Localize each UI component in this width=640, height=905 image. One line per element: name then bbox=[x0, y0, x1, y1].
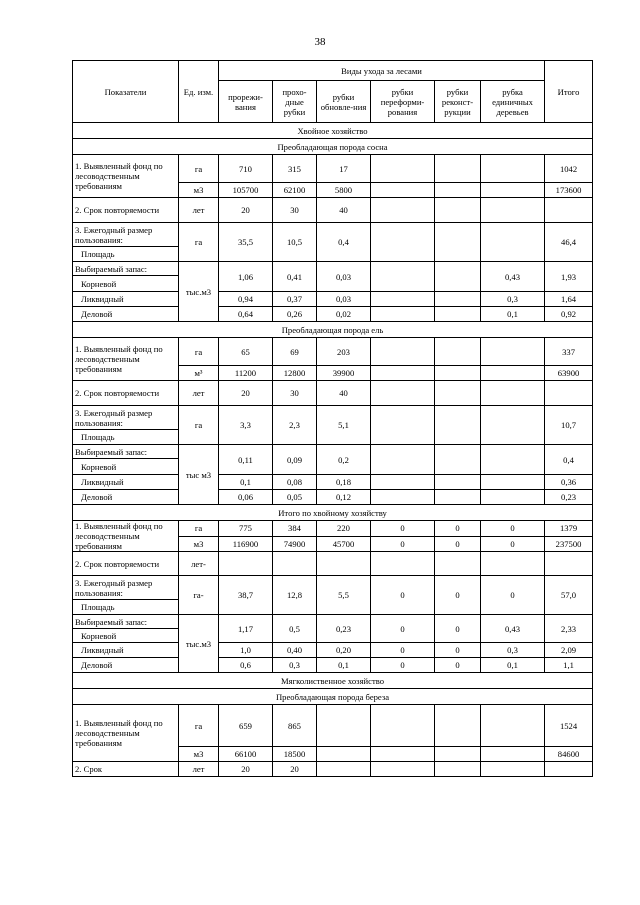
label-fund: 1. Выявленный фонд по лесоводственным требованиям bbox=[73, 521, 179, 552]
label-business: Деловой bbox=[73, 307, 179, 322]
cell: 2,09 bbox=[545, 643, 593, 658]
cell bbox=[435, 552, 481, 576]
cell: 0,3 bbox=[481, 643, 545, 658]
cell: 0 bbox=[435, 658, 481, 673]
label-liquid: Ликвидный bbox=[73, 475, 179, 490]
cell: 2,33 bbox=[545, 615, 593, 643]
page-number: 38 bbox=[314, 36, 326, 48]
cell: 0,4 bbox=[317, 223, 371, 262]
cell: 0 bbox=[481, 521, 545, 537]
cell bbox=[435, 183, 481, 198]
cell bbox=[435, 762, 481, 777]
unit-thousand-m3: тыс.м3 bbox=[179, 262, 219, 322]
cell bbox=[371, 307, 435, 322]
label-business: Деловой bbox=[73, 658, 179, 673]
label-area: Площадь bbox=[73, 430, 179, 445]
label-period: 2. Срок повторяемости bbox=[73, 381, 179, 406]
cell: 0,36 bbox=[545, 475, 593, 490]
cell: 0,26 bbox=[273, 307, 317, 322]
cell: 0,4 bbox=[545, 445, 593, 475]
unit-ha: га bbox=[179, 155, 219, 183]
cell: 0,03 bbox=[317, 292, 371, 307]
cell: 0,43 bbox=[481, 262, 545, 292]
unit-thousand-m3: тыс.м3 bbox=[179, 615, 219, 673]
cell: 20 bbox=[219, 762, 273, 777]
cell: 384 bbox=[273, 521, 317, 537]
cell: 11200 bbox=[219, 366, 273, 381]
cell bbox=[435, 198, 481, 223]
cell: 3,3 bbox=[219, 406, 273, 445]
cell: 35,5 bbox=[219, 223, 273, 262]
cell: 0,40 bbox=[273, 643, 317, 658]
label-annual: 3. Ежегодный размер пользования: bbox=[73, 223, 179, 247]
label-period: 2. Срок повторяемости bbox=[73, 552, 179, 576]
cell: 0 bbox=[435, 615, 481, 643]
cell bbox=[481, 223, 545, 262]
cell: 0,20 bbox=[317, 643, 371, 658]
cell bbox=[481, 705, 545, 747]
cell: 1379 bbox=[545, 521, 593, 537]
cell: 30 bbox=[273, 198, 317, 223]
cell bbox=[317, 705, 371, 747]
cell: 0,03 bbox=[317, 262, 371, 292]
cell: 0 bbox=[435, 576, 481, 615]
cell: 40 bbox=[317, 198, 371, 223]
cell: 0,2 bbox=[317, 445, 371, 475]
label-liquid: Ликвидный bbox=[73, 292, 179, 307]
cell bbox=[317, 762, 371, 777]
cell: 5,1 bbox=[317, 406, 371, 445]
cell bbox=[435, 445, 481, 475]
cell: 38,7 bbox=[219, 576, 273, 615]
cell: 40 bbox=[317, 381, 371, 406]
unit-years: лет bbox=[179, 762, 219, 777]
header-total: Итого bbox=[545, 61, 593, 123]
cell bbox=[481, 552, 545, 576]
cell: 0,06 bbox=[219, 490, 273, 505]
section-conifer: Хвойное хозяйство bbox=[73, 123, 593, 139]
cell bbox=[371, 406, 435, 445]
label-fund: 1. Выявленный фонд по лесоводственным требованиям bbox=[73, 155, 179, 198]
cell bbox=[481, 338, 545, 366]
cell bbox=[481, 475, 545, 490]
cell: 0,09 bbox=[273, 445, 317, 475]
cell: 116900 bbox=[219, 536, 273, 552]
cell: 0 bbox=[481, 576, 545, 615]
cell: 237500 bbox=[545, 536, 593, 552]
section-pine: Преобладающая порода сосна bbox=[73, 139, 593, 155]
cell bbox=[371, 223, 435, 262]
cell: 0,3 bbox=[273, 658, 317, 673]
cell bbox=[371, 292, 435, 307]
cell: 0,1 bbox=[219, 475, 273, 490]
unit-years: лет- bbox=[179, 552, 219, 576]
cell: 57,0 bbox=[545, 576, 593, 615]
cell: 30 bbox=[273, 381, 317, 406]
cell: 1,64 bbox=[545, 292, 593, 307]
label-area: Площадь bbox=[73, 247, 179, 262]
cell: 203 bbox=[317, 338, 371, 366]
cell: 10,5 bbox=[273, 223, 317, 262]
header-unit: Ед. изм. bbox=[179, 61, 219, 123]
unit-m3: м3 bbox=[179, 747, 219, 762]
cell: 0,1 bbox=[481, 658, 545, 673]
cell: 84600 bbox=[545, 747, 593, 762]
cell: 0,64 bbox=[219, 307, 273, 322]
cell bbox=[545, 552, 593, 576]
cell: 39900 bbox=[317, 366, 371, 381]
cell: 0,11 bbox=[219, 445, 273, 475]
cell bbox=[481, 747, 545, 762]
cell bbox=[371, 198, 435, 223]
cell bbox=[371, 705, 435, 747]
unit-years: лет bbox=[179, 381, 219, 406]
header-indicators: Показатели bbox=[73, 61, 179, 123]
cell: 0,05 bbox=[273, 490, 317, 505]
cell: 710 bbox=[219, 155, 273, 183]
cell bbox=[435, 292, 481, 307]
cell: 5,5 bbox=[317, 576, 371, 615]
cell bbox=[481, 183, 545, 198]
cell: 20 bbox=[219, 381, 273, 406]
cell bbox=[435, 406, 481, 445]
cell: 0,37 bbox=[273, 292, 317, 307]
cell: 0,08 bbox=[273, 475, 317, 490]
section-birch: Преобладающая порода береза bbox=[73, 689, 593, 705]
cell: 0,3 bbox=[481, 292, 545, 307]
cell: 315 bbox=[273, 155, 317, 183]
cell bbox=[371, 183, 435, 198]
cell bbox=[481, 406, 545, 445]
cell: 0 bbox=[371, 521, 435, 537]
cell: 0 bbox=[371, 643, 435, 658]
cell: 66100 bbox=[219, 747, 273, 762]
cell: 12,8 bbox=[273, 576, 317, 615]
cell bbox=[435, 155, 481, 183]
cell: 0,18 bbox=[317, 475, 371, 490]
label-annual: 3. Ежегодный размер пользования: bbox=[73, 576, 179, 600]
label-stock: Выбираемый запас: bbox=[73, 445, 179, 459]
cell bbox=[545, 381, 593, 406]
cell: 0,5 bbox=[273, 615, 317, 643]
cell: 1,0 bbox=[219, 643, 273, 658]
cell: 62100 bbox=[273, 183, 317, 198]
cell bbox=[371, 381, 435, 406]
cell: 0 bbox=[371, 576, 435, 615]
cell: 0 bbox=[435, 536, 481, 552]
cell bbox=[435, 705, 481, 747]
cell: 659 bbox=[219, 705, 273, 747]
cell: 10,7 bbox=[545, 406, 593, 445]
cell bbox=[435, 262, 481, 292]
cell: 0 bbox=[371, 658, 435, 673]
cell: 12800 bbox=[273, 366, 317, 381]
cell bbox=[371, 490, 435, 505]
cell: 69 bbox=[273, 338, 317, 366]
label-area: Площадь bbox=[73, 600, 179, 615]
cell: 0 bbox=[481, 536, 545, 552]
cell: 337 bbox=[545, 338, 593, 366]
cell: 0,94 bbox=[219, 292, 273, 307]
cell: 17 bbox=[317, 155, 371, 183]
cell: 20 bbox=[273, 762, 317, 777]
cell bbox=[481, 198, 545, 223]
cell: 2,3 bbox=[273, 406, 317, 445]
unit-years: лет bbox=[179, 198, 219, 223]
cell bbox=[219, 552, 273, 576]
cell: 775 bbox=[219, 521, 273, 537]
label-root: Корневой bbox=[73, 459, 179, 475]
cell bbox=[371, 552, 435, 576]
unit-m3: м³ bbox=[179, 366, 219, 381]
cell: 865 bbox=[273, 705, 317, 747]
cell bbox=[371, 747, 435, 762]
cell bbox=[481, 155, 545, 183]
unit-m3: м3 bbox=[179, 536, 219, 552]
cell bbox=[371, 762, 435, 777]
cell: 1042 bbox=[545, 155, 593, 183]
label-annual: 3. Ежегодный размер пользования: bbox=[73, 406, 179, 430]
unit-thousand-m3: тыс м3 bbox=[179, 445, 219, 505]
section-conifer-total: Итого по хвойному хозяйству bbox=[73, 505, 593, 521]
label-fund: 1. Выявленный фонд по лесоводственным требованиям bbox=[73, 705, 179, 762]
cell bbox=[545, 198, 593, 223]
label-stock: Выбираемый запас: bbox=[73, 615, 179, 629]
label-stock: Выбираемый запас: bbox=[73, 262, 179, 276]
cell: 65 bbox=[219, 338, 273, 366]
cell: 0 bbox=[435, 643, 481, 658]
header-single-trees: рубка единичных деревьев bbox=[481, 81, 545, 123]
cell bbox=[435, 490, 481, 505]
cell: 173600 bbox=[545, 183, 593, 198]
cell: 1,93 bbox=[545, 262, 593, 292]
cell bbox=[435, 381, 481, 406]
label-business: Деловой bbox=[73, 490, 179, 505]
cell: 0,43 bbox=[481, 615, 545, 643]
cell: 1,06 bbox=[219, 262, 273, 292]
cell: 0,1 bbox=[317, 658, 371, 673]
cell bbox=[371, 366, 435, 381]
label-fund: 1. Выявленный фонд по лесоводственным требованиям bbox=[73, 338, 179, 381]
cell: 0 bbox=[435, 521, 481, 537]
unit-m3: м3 bbox=[179, 183, 219, 198]
cell bbox=[371, 155, 435, 183]
section-softwood: Мягколиственное хозяйство bbox=[73, 673, 593, 689]
cell: 20 bbox=[219, 198, 273, 223]
unit-ha: га bbox=[179, 705, 219, 747]
unit-ha: га bbox=[179, 338, 219, 366]
cell bbox=[435, 307, 481, 322]
header-reconstruct: рубки реконст-рукции bbox=[435, 81, 481, 123]
cell: 1,1 bbox=[545, 658, 593, 673]
header-care-types: Виды ухода за лесами bbox=[219, 61, 545, 81]
label-liquid: Ликвидный bbox=[73, 643, 179, 658]
cell: 1,17 bbox=[219, 615, 273, 643]
cell bbox=[371, 262, 435, 292]
forest-care-table bbox=[72, 60, 593, 777]
cell bbox=[435, 223, 481, 262]
label-period: 2. Срок bbox=[73, 762, 179, 777]
cell bbox=[371, 338, 435, 366]
cell bbox=[317, 552, 371, 576]
cell bbox=[435, 366, 481, 381]
header-passage: прохо-дные рубки bbox=[273, 81, 317, 123]
cell bbox=[481, 762, 545, 777]
label-period: 2. Срок повторяемости bbox=[73, 198, 179, 223]
cell: 0,6 bbox=[219, 658, 273, 673]
unit-ha: га bbox=[179, 521, 219, 537]
header-renewal: рубки обновле-ния bbox=[317, 81, 371, 123]
cell: 63900 bbox=[545, 366, 593, 381]
cell: 0,23 bbox=[545, 490, 593, 505]
cell: 0 bbox=[371, 536, 435, 552]
label-root: Корневой bbox=[73, 276, 179, 292]
cell bbox=[317, 747, 371, 762]
cell: 45700 bbox=[317, 536, 371, 552]
header-reform: рубки переформи-рования bbox=[371, 81, 435, 123]
cell: 0,92 bbox=[545, 307, 593, 322]
section-spruce: Преобладающая порода ель bbox=[73, 322, 593, 338]
cell bbox=[435, 747, 481, 762]
cell bbox=[435, 338, 481, 366]
cell: 18500 bbox=[273, 747, 317, 762]
cell: 0,41 bbox=[273, 262, 317, 292]
cell bbox=[435, 475, 481, 490]
cell bbox=[481, 366, 545, 381]
cell bbox=[371, 445, 435, 475]
cell bbox=[371, 475, 435, 490]
cell: 105700 bbox=[219, 183, 273, 198]
unit-ha: га- bbox=[179, 576, 219, 615]
cell: 1524 bbox=[545, 705, 593, 747]
unit-ha: га bbox=[179, 223, 219, 262]
cell: 74900 bbox=[273, 536, 317, 552]
cell bbox=[481, 490, 545, 505]
cell: 0,12 bbox=[317, 490, 371, 505]
unit-ha: га bbox=[179, 406, 219, 445]
cell: 46,4 bbox=[545, 223, 593, 262]
cell: 0 bbox=[371, 615, 435, 643]
label-root: Корневой bbox=[73, 629, 179, 643]
cell bbox=[545, 762, 593, 777]
cell bbox=[481, 381, 545, 406]
cell: 0,02 bbox=[317, 307, 371, 322]
header-thinning: прорежи-вания bbox=[219, 81, 273, 123]
cell bbox=[481, 445, 545, 475]
cell bbox=[273, 552, 317, 576]
cell: 220 bbox=[317, 521, 371, 537]
cell: 0,1 bbox=[481, 307, 545, 322]
cell: 5800 bbox=[317, 183, 371, 198]
cell: 0,23 bbox=[317, 615, 371, 643]
